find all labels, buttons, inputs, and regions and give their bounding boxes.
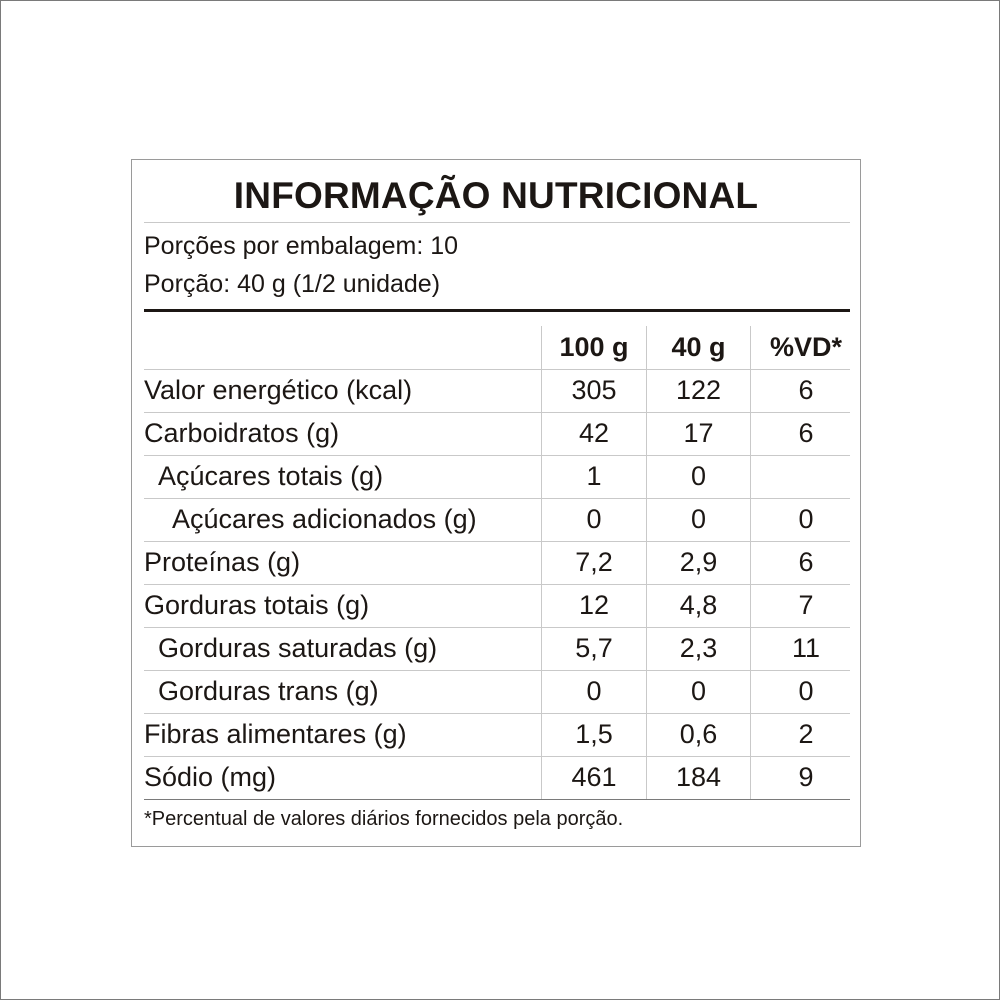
value-per-serving: 2,3 (679, 633, 718, 663)
daily-value-percent: 6 (798, 418, 814, 448)
nutrient-name: Gorduras totais (g) (144, 590, 370, 620)
serving-size: Porção: 40 g (1/2 unidade) (144, 270, 441, 298)
value-per-serving: 17 (683, 418, 714, 448)
daily-value-percent: 6 (798, 547, 814, 577)
value-per-100g: 0 (586, 676, 602, 706)
value-per-100g: 1 (586, 461, 602, 491)
nutrition-facts-label (131, 159, 861, 847)
footnote: *Percentual de valores diários fornecidos pela porção. (144, 808, 624, 830)
nutrient-name: Gorduras saturadas (g) (158, 633, 438, 663)
daily-value-percent (751, 455, 861, 498)
value-per-serving: 0 (690, 504, 707, 534)
label-title: INFORMAÇÃO NUTRICIONAL (233, 175, 759, 216)
daily-value-percent: 9 (798, 762, 814, 792)
value-per-100g: 12 (578, 590, 610, 620)
column-header: %VD* (769, 332, 843, 362)
column-header: 40 g (671, 332, 726, 362)
nutrient-name: Carboidratos (g) (144, 418, 340, 448)
value-per-serving: 184 (675, 762, 722, 792)
serving-divider (144, 309, 850, 312)
daily-value-percent: 11 (791, 633, 821, 663)
daily-value-percent: 6 (798, 375, 814, 405)
nutrient-name: Gorduras trans (g) (158, 676, 379, 706)
value-per-100g: 5,7 (575, 633, 613, 663)
value-per-100g: 7,2 (575, 547, 613, 577)
title-divider (144, 222, 850, 223)
daily-value-percent: 7 (798, 590, 814, 620)
servings-per-package: Porções por embalagem: 10 (144, 232, 459, 260)
column-header: 100 g (559, 332, 629, 362)
value-per-serving: 2,9 (679, 547, 718, 577)
daily-value-percent: 0 (798, 504, 814, 534)
daily-value-percent: 2 (798, 719, 814, 749)
value-per-serving: 0 (690, 461, 707, 491)
table-bottom-divider (144, 799, 850, 800)
value-per-100g: 305 (571, 375, 617, 405)
value-per-100g: 1,5 (575, 719, 613, 749)
value-per-100g: 461 (571, 762, 617, 792)
daily-value-percent: 0 (798, 676, 814, 706)
value-per-100g: 42 (578, 418, 610, 448)
value-per-100g: 0 (586, 504, 602, 534)
nutrient-name: Sódio (mg) (144, 762, 277, 792)
value-per-serving: 0,6 (679, 719, 718, 749)
value-per-serving: 122 (675, 375, 722, 405)
nutrient-name: Fibras alimentares (g) (144, 719, 407, 749)
nutrient-name: Proteínas (g) (144, 547, 301, 577)
value-per-serving: 4,8 (679, 590, 718, 620)
nutrient-name: Açúcares totais (g) (158, 461, 384, 491)
nutrient-name: Valor energético (kcal) (144, 375, 413, 405)
value-per-serving: 0 (690, 676, 707, 706)
nutrient-name: Açúcares adicionados (g) (172, 504, 477, 534)
